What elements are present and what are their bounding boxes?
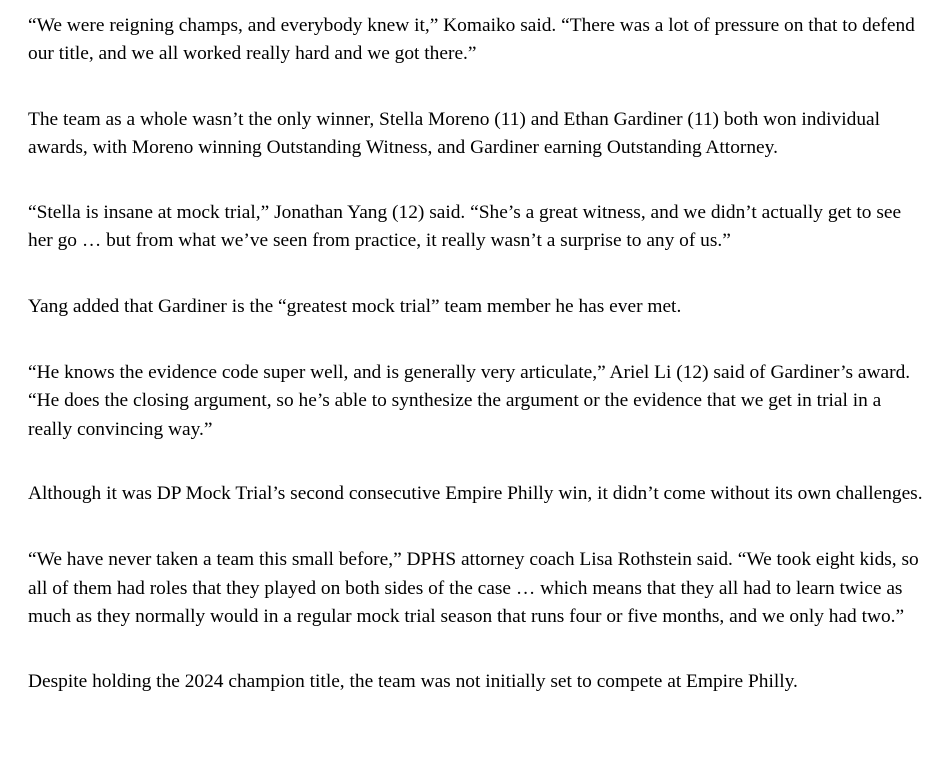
article-paragraph: “Stella is insane at mock trial,” Jonathan Yang (12) said. “She’s a great witness, and we didn’t actually get to see her go … but from what we’ve seen from practice, it really wasn’t a surprise to any of us.” bbox=[28, 201, 902, 252]
article-paragraph: Yang added that Gardiner is the “greatest mock trial” team member he has ever met. bbox=[28, 296, 682, 318]
article-paragraph: “We were reigning champs, and everybody knew it,” Komaiko said. “There was a lot of pressure on that to defend our title, and we all worked really hard and we got there.” bbox=[28, 15, 915, 65]
article-paragraph: “We have never taken a team this small before,” DPHS attorney coach Lisa Rothstein said. “We took eight kids, so all of them had roles that they played on both sides of the case … which means that they all had to learn twice as much as they normally would in a regular mock trial season that runs four or five months, and we only had two.” bbox=[28, 549, 919, 628]
article-paragraph: Although it was DP Mock Trial’s second consecutive Empire Philly win, it didn’t come without its own challenges. bbox=[28, 483, 923, 505]
article-paragraph: The team as a whole wasn’t the only winner, Stella Moreno (11) and Ethan Gardiner (11) both won individual awards, with Moreno winning Outstanding Witness, and Gardiner earning Outstanding Attorney. bbox=[28, 108, 881, 159]
article-body bbox=[28, 12, 923, 696]
article-paragraph: “He knows the evidence code super well, and is generally very articulate,” Ariel Li (12) said of Gardiner’s award. “He does the closing argument, so he’s able to synthesize the argument or the evidence that we get in trial in a really convincing way.” bbox=[28, 361, 911, 440]
article-paragraph: Despite holding the 2024 champion title, the team was not initially set to compete at Empire Philly. bbox=[28, 670, 798, 692]
